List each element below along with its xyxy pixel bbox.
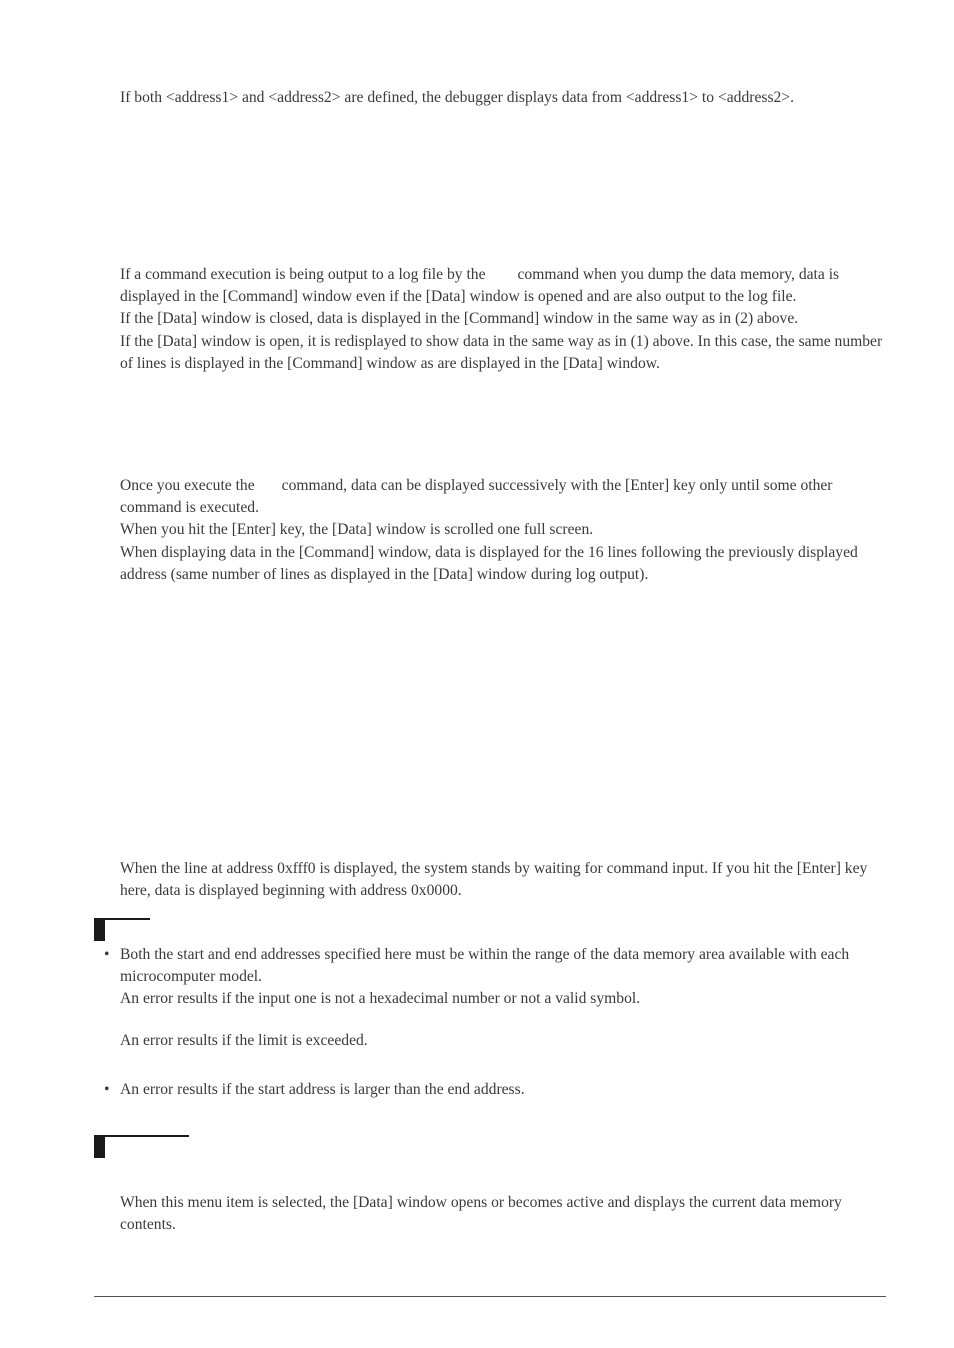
bullet-icon: • xyxy=(104,946,110,963)
paragraph: When this menu item is selected, the [Data] window opens or becomes active and displays the current data memory contents. xyxy=(120,1194,842,1234)
paragraph: When you hit the [Enter] key, the [Data] window is scrolled one full screen. xyxy=(120,521,594,539)
bullet-icon: • xyxy=(104,1081,110,1098)
note-item-start-end xyxy=(104,1079,894,1101)
note-item-address-range xyxy=(104,944,894,1052)
paragraph: An error results if the limit is exceeded. xyxy=(120,1031,368,1049)
section-successive-display xyxy=(120,475,890,586)
menu-heading-marker xyxy=(94,1136,105,1158)
text-span: If a command execution is being output to a log file by the xyxy=(120,266,486,283)
paragraph: If both <address1> and <address2> are defined, the debugger displays data from <address1> to <address2>. xyxy=(120,89,794,106)
paragraph: When displaying data in the [Command] window, data is displayed for the 16 lines following the previously displayed address (same number of lines as displayed in the [Data] window during log output). xyxy=(120,543,858,583)
menu-heading-rule xyxy=(94,1135,189,1137)
section-log-output xyxy=(120,264,890,375)
paragraph: An error results if the input one is not a hexadecimal number or not a valid symbol. xyxy=(120,990,641,1008)
section-address-wrap xyxy=(120,858,890,902)
paragraph xyxy=(120,264,890,308)
notes-heading-marker xyxy=(94,919,105,941)
text-span: Once you execute the xyxy=(120,477,255,494)
section-both-addresses xyxy=(120,87,890,109)
text-span: command when you dump the data memory, data is displayed in the [Command] window even if the [Data] window is opened and are also output to the log file. xyxy=(120,266,840,306)
paragraph: An error results if the start address is larger than the end address. xyxy=(120,1081,525,1098)
paragraph: When the line at address 0xfff0 is displayed, the system stands by waiting for command input. If you hit the [Enter] key here, data is displayed beginning with address 0x0000. xyxy=(120,860,868,900)
note-content xyxy=(120,944,894,1052)
note-content xyxy=(120,1079,894,1101)
section-menu xyxy=(120,1192,890,1236)
paragraph xyxy=(120,475,890,519)
paragraph: If the [Data] window is closed, data is displayed in the [Command] window in the same way as in (2) above. xyxy=(120,310,799,328)
footer-rule xyxy=(94,1296,886,1297)
paragraph: If the [Data] window is open, it is redisplayed to show data in the same way as in (1) above. In this case, the same number of lines is displayed in the [Command] window as are displayed in the [Data] window. xyxy=(120,332,883,372)
paragraph: Both the start and end addresses specified here must be within the range of the data memory area available with each microcomputer model. xyxy=(120,946,850,986)
text-span: command, data can be displayed successively with the [Enter] key only until some other command is executed. xyxy=(120,477,833,517)
